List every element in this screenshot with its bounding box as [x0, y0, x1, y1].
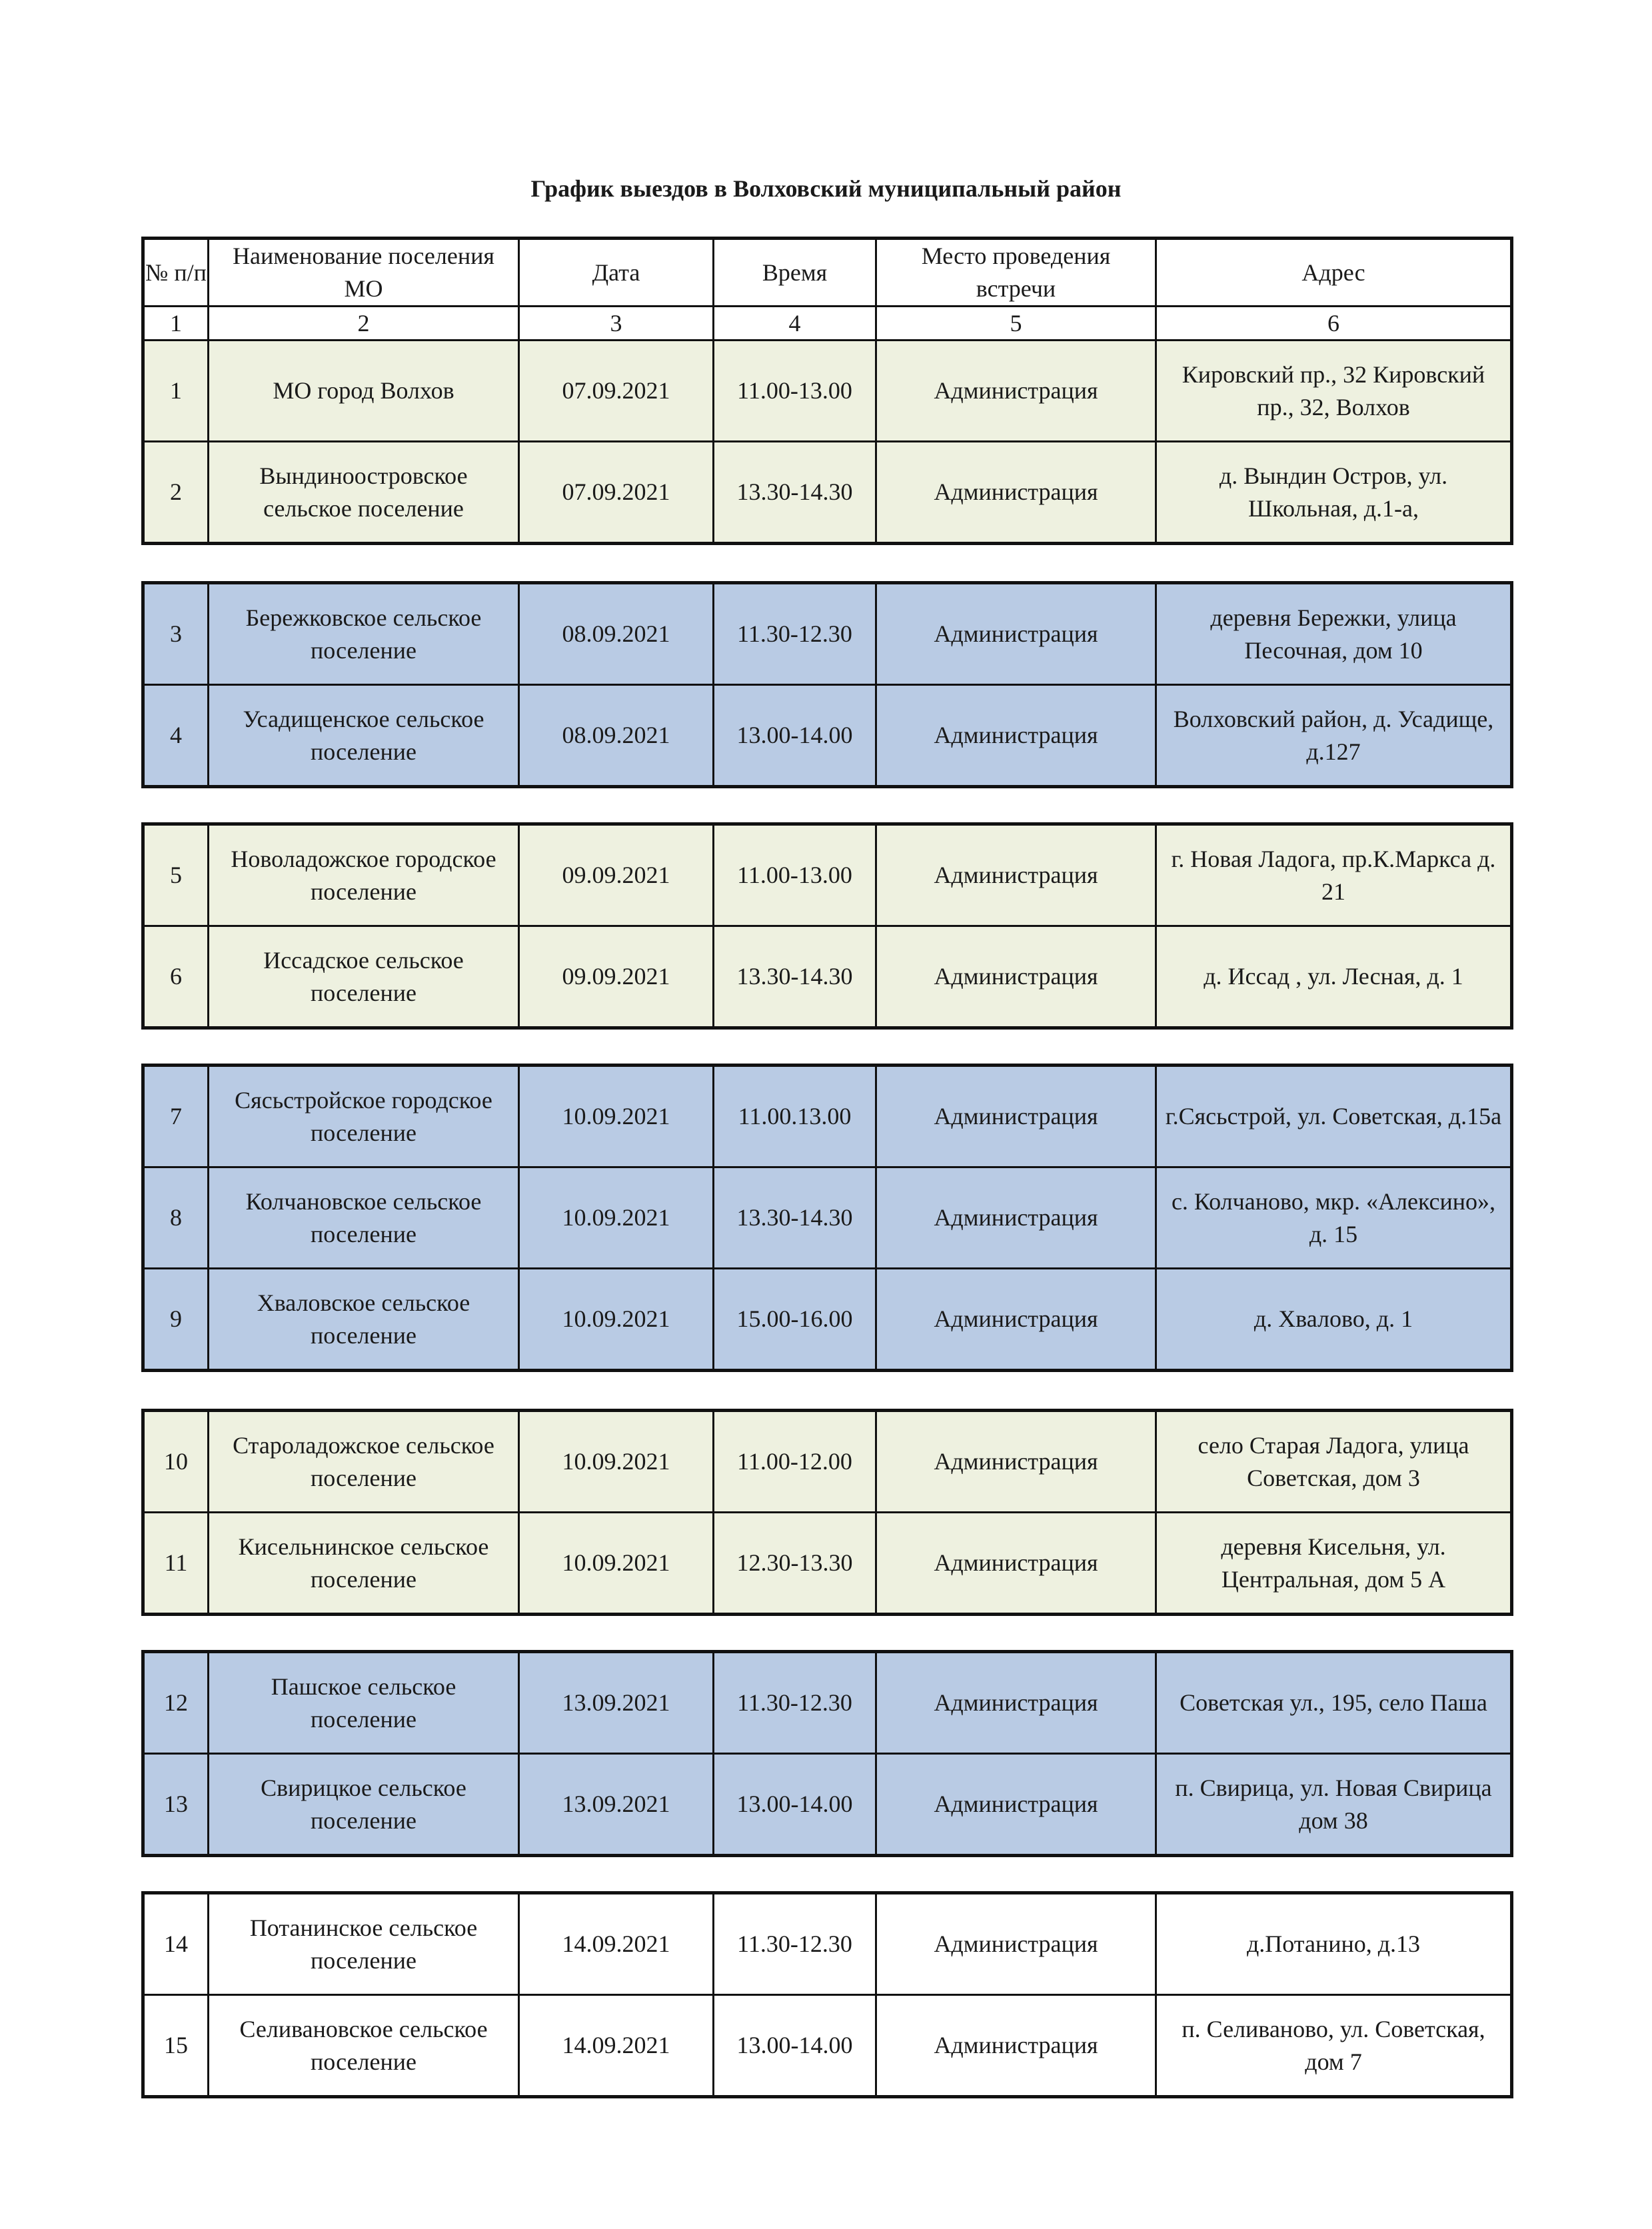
cell-venue: Администрация: [876, 685, 1156, 787]
cell-address: Советская ул., 195, село Паша: [1156, 1652, 1512, 1754]
cell-venue: Администрация: [876, 1066, 1156, 1167]
cell-address: Волховский район, д. Усадище, д.127: [1156, 685, 1512, 787]
cell-time: 11.00-12.00: [714, 1411, 876, 1513]
table-row: [143, 824, 1512, 926]
table-row: [143, 926, 1512, 1028]
cell-date: 08.09.2021: [519, 685, 714, 787]
cell-number: 7: [143, 1066, 209, 1167]
cell-venue: Администрация: [876, 341, 1156, 442]
cell-settlement: Свирицкое сельское поселение: [209, 1754, 519, 1856]
header-venue: Место проведения встречи: [876, 239, 1156, 307]
cell-time: 11.30-12.30: [714, 583, 876, 685]
cell-address: п. Селиваново, ул. Советская, дом 7: [1156, 1995, 1512, 2097]
cell-settlement: Усадищенское сельское поселение: [209, 685, 519, 787]
cell-time: 13.30-14.30: [714, 926, 876, 1028]
cell-settlement: Иссадское сельское поселение: [209, 926, 519, 1028]
cell-address: Кировский пр., 32 Кировский пр., 32, Волхов: [1156, 341, 1512, 442]
cell-time: 12.30-13.30: [714, 1513, 876, 1615]
cell-number: 4: [143, 685, 209, 787]
cell-address: п. Свирица, ул. Новая Свирица дом 38: [1156, 1754, 1512, 1856]
cell-venue: Администрация: [876, 824, 1156, 926]
cell-time: 13.00-14.00: [714, 1995, 876, 2097]
cell-address: д. Вындин Остров, ул. Школьная, д.1-а,: [1156, 442, 1512, 544]
schedule-table-group: [141, 581, 1513, 788]
cell-number: 10: [143, 1411, 209, 1513]
table-row: [143, 1411, 1512, 1513]
cell-number: 9: [143, 1269, 209, 1371]
schedule-table-group: [141, 237, 1513, 545]
column-number: 1: [143, 307, 209, 341]
cell-venue: Администрация: [876, 1893, 1156, 1995]
table-row: [143, 1167, 1512, 1269]
column-number: 3: [519, 307, 714, 341]
cell-venue: Администрация: [876, 1995, 1156, 2097]
table-header-row: [143, 239, 1512, 307]
cell-settlement: Бережковское сельское поселение: [209, 583, 519, 685]
column-number: 5: [876, 307, 1156, 341]
cell-settlement: Староладожское сельское поселение: [209, 1411, 519, 1513]
header-time: Время: [714, 239, 876, 307]
cell-settlement: Сясьстройское городское поселение: [209, 1066, 519, 1167]
cell-date: 09.09.2021: [519, 824, 714, 926]
header-number: № п/п: [143, 239, 209, 307]
cell-date: 10.09.2021: [519, 1167, 714, 1269]
cell-number: 14: [143, 1893, 209, 1995]
cell-date: 10.09.2021: [519, 1269, 714, 1371]
table-row: [143, 685, 1512, 787]
header-settlement: Наименование поселения МО: [209, 239, 519, 307]
cell-time: 11.30-12.30: [714, 1893, 876, 1995]
cell-number: 2: [143, 442, 209, 544]
cell-time: 11.00-13.00: [714, 341, 876, 442]
cell-date: 14.09.2021: [519, 1995, 714, 2097]
column-number: 6: [1156, 307, 1512, 341]
cell-time: 13.00-14.00: [714, 1754, 876, 1856]
header-date: Дата: [519, 239, 714, 307]
table-row: [143, 1754, 1512, 1856]
cell-time: 13.30-14.30: [714, 1167, 876, 1269]
cell-date: 10.09.2021: [519, 1513, 714, 1615]
cell-venue: Администрация: [876, 1513, 1156, 1615]
cell-address: д.Потанино, д.13: [1156, 1893, 1512, 1995]
table-row: [143, 1269, 1512, 1371]
cell-venue: Администрация: [876, 1411, 1156, 1513]
column-number-row: [143, 307, 1512, 341]
cell-time: 15.00-16.00: [714, 1269, 876, 1371]
cell-number: 1: [143, 341, 209, 442]
schedule-table-group: [141, 1891, 1513, 2098]
cell-address: г.Сясьстрой, ул. Советская, д.15а: [1156, 1066, 1512, 1167]
table-row: [143, 442, 1512, 544]
document-title: График выездов в Волховский муниципальный район: [530, 175, 1122, 202]
cell-settlement: Селивановское сельское поселение: [209, 1995, 519, 2097]
cell-number: 5: [143, 824, 209, 926]
cell-date: 10.09.2021: [519, 1066, 714, 1167]
header-address: Адрес: [1156, 239, 1512, 307]
cell-time: 13.00-14.00: [714, 685, 876, 787]
table-row: [143, 1995, 1512, 2097]
cell-number: 8: [143, 1167, 209, 1269]
cell-address: г. Новая Ладога, пр.К.Маркса д. 21: [1156, 824, 1512, 926]
cell-address: с. Колчаново, мкр. «Алексино», д. 15: [1156, 1167, 1512, 1269]
cell-address: д. Хвалово, д. 1: [1156, 1269, 1512, 1371]
cell-settlement: Вындиноостровское сельское поселение: [209, 442, 519, 544]
cell-time: 11.00.13.00: [714, 1066, 876, 1167]
cell-number: 15: [143, 1995, 209, 2097]
cell-settlement: Потанинское сельское поселение: [209, 1893, 519, 1995]
cell-settlement: МО город Волхов: [209, 341, 519, 442]
table-row: [143, 341, 1512, 442]
column-number: 2: [209, 307, 519, 341]
cell-time: 11.00-13.00: [714, 824, 876, 926]
cell-settlement: Пашское сельское поселение: [209, 1652, 519, 1754]
cell-date: 07.09.2021: [519, 442, 714, 544]
table-row: [143, 583, 1512, 685]
schedule-table-group: [141, 1409, 1513, 1616]
table-row: [143, 1513, 1512, 1615]
cell-settlement: Хваловское сельское поселение: [209, 1269, 519, 1371]
cell-venue: Администрация: [876, 442, 1156, 544]
cell-date: 13.09.2021: [519, 1754, 714, 1856]
cell-address: д. Иссад , ул. Лесная, д. 1: [1156, 926, 1512, 1028]
cell-date: 10.09.2021: [519, 1411, 714, 1513]
cell-address: село Старая Ладога, улица Советская, дом 3: [1156, 1411, 1512, 1513]
schedule-table-group: [141, 1064, 1513, 1372]
cell-date: 13.09.2021: [519, 1652, 714, 1754]
cell-date: 14.09.2021: [519, 1893, 714, 1995]
cell-date: 08.09.2021: [519, 583, 714, 685]
cell-number: 6: [143, 926, 209, 1028]
cell-venue: Администрация: [876, 1652, 1156, 1754]
cell-venue: Администрация: [876, 1269, 1156, 1371]
cell-settlement: Кисельнинское сельское поселение: [209, 1513, 519, 1615]
table-row: [143, 1066, 1512, 1167]
cell-number: 13: [143, 1754, 209, 1856]
schedule-table-group: [141, 822, 1513, 1030]
cell-number: 11: [143, 1513, 209, 1615]
cell-number: 12: [143, 1652, 209, 1754]
cell-date: 07.09.2021: [519, 341, 714, 442]
schedule-table-group: [141, 1650, 1513, 1857]
cell-date: 09.09.2021: [519, 926, 714, 1028]
cell-time: 13.30-14.30: [714, 442, 876, 544]
cell-address: деревня Кисельня, ул. Центральная, дом 5 А: [1156, 1513, 1512, 1615]
cell-address: деревня Бережки, улица Песочная, дом 10: [1156, 583, 1512, 685]
cell-settlement: Колчановское сельское поселение: [209, 1167, 519, 1269]
cell-settlement: Новоладожское городское поселение: [209, 824, 519, 926]
cell-venue: Администрация: [876, 1754, 1156, 1856]
column-number: 4: [714, 307, 876, 341]
table-row: [143, 1893, 1512, 1995]
cell-venue: Администрация: [876, 926, 1156, 1028]
cell-venue: Администрация: [876, 583, 1156, 685]
table-row: [143, 1652, 1512, 1754]
cell-time: 11.30-12.30: [714, 1652, 876, 1754]
cell-venue: Администрация: [876, 1167, 1156, 1269]
cell-number: 3: [143, 583, 209, 685]
